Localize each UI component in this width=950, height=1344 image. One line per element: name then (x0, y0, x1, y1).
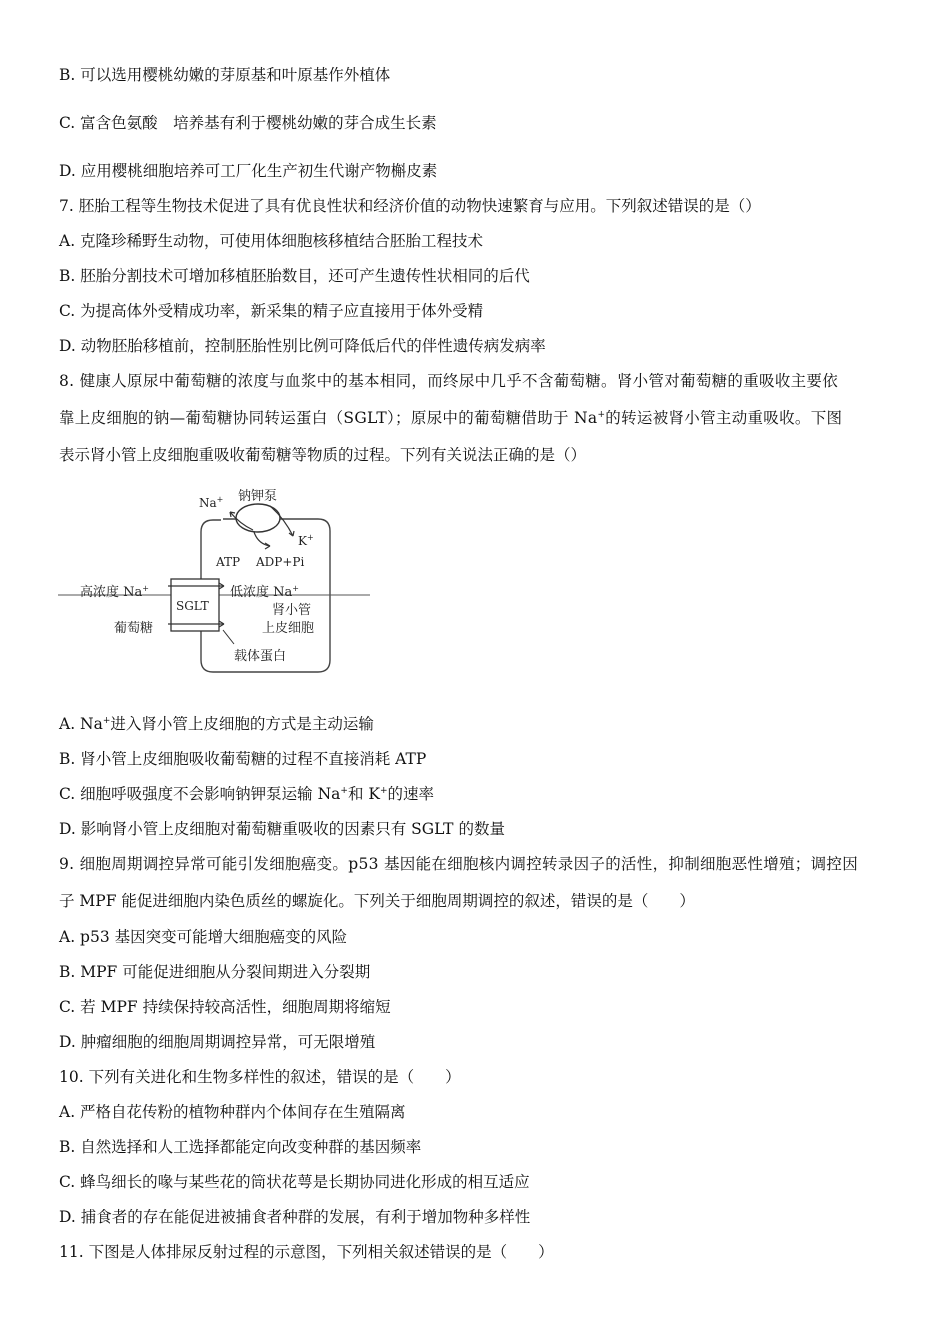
option-8a (59, 714, 374, 734)
carrier-label: 载体蛋白 (234, 649, 287, 664)
sglt-label: SGLT (176, 599, 209, 613)
option-9c: C. 若 MPF 持续保持较高活性，细胞周期将缩短 (59, 998, 391, 1016)
superscript: + (379, 786, 388, 796)
text-line: C. 富含色氨酸 培养基有利于樱桃幼嫩的芽合成生长素 (59, 114, 437, 132)
question-8-line2 (59, 408, 842, 428)
option-8c (59, 784, 434, 804)
glucose-label: 葡萄糖 (114, 621, 154, 636)
text-line: B. 可以选用樱桃幼嫩的芽原基和叶原基作外植体 (59, 66, 391, 84)
text-line: D. 应用樱桃细胞培养可工厂化生产初生代谢产物槲皮素 (59, 162, 438, 180)
text-span: A. Na (59, 715, 103, 733)
sglt-transport-diagram (58, 484, 370, 676)
superscript: + (597, 410, 606, 420)
text-span: 的速率 (387, 785, 435, 803)
option-8b: B. 肾小管上皮细胞吸收葡萄糖的过程不直接消耗 ATP (59, 750, 427, 768)
text-span: 进入肾小管上皮细胞的方式是主动运输 (110, 715, 374, 733)
option-7d: D. 动物胚胎移植前，控制胚胎性别比例可降低后代的伴性遗传病发病率 (59, 337, 546, 355)
option-8d: D. 影响肾小管上皮细胞对葡萄糖重吸收的因素只有 SGLT 的数量 (59, 820, 505, 838)
text-span: 和 K (347, 785, 380, 803)
text-span: 靠上皮细胞的钠—葡萄糖协同转运蛋白（SGLT）；原尿中的葡萄糖借助于 Na (59, 409, 598, 427)
question-7: 7. 胚胎工程等生物技术促进了具有优良性状和经济价值的动物快速繁育与应用。下列叙述错误的是（） (59, 197, 761, 215)
na-out-label: Na+ (199, 495, 224, 510)
question-8-line3: 表示肾小管上皮细胞重吸收葡萄糖等物质的过程。下列有关说法正确的是（） (59, 446, 587, 464)
option-9b: B. MPF 可能促进细胞从分裂间期进入分裂期 (59, 963, 371, 981)
question-9-line1: 9. 细胞周期调控异常可能引发细胞癌变。p53 基因能在细胞核内调控转录因子的活性，抑制细胞恶性增殖；调控因 (59, 855, 858, 873)
superscript: + (102, 716, 111, 726)
low-na-label: 低浓度 Na+ (230, 584, 299, 600)
pump-icon (236, 504, 280, 532)
question-8-line1: 8. 健康人原尿中葡萄糖的浓度与血浆中的基本相同，而终尿中几乎不含葡萄糖。肾小管对葡萄糖的重吸收主要依 (59, 372, 839, 390)
cell-label-2: 上皮细胞 (262, 621, 315, 636)
option-10a: A. 严格自花传粉的植物种群内个体间存在生殖隔离 (59, 1103, 406, 1121)
atp-label: ATP (216, 555, 241, 569)
question-10: 10. 下列有关进化和生物多样性的叙述，错误的是（ ） (59, 1068, 461, 1086)
cell-label-1: 肾小管 (272, 603, 312, 618)
option-9a: A. p53 基因突变可能增大细胞癌变的风险 (59, 928, 348, 946)
adp-label: ADP+Pi (256, 555, 305, 569)
option-7c: C. 为提高体外受精成功率，新采集的精子应直接用于体外受精 (59, 302, 484, 320)
option-10c: C. 蜂鸟细长的喙与某些花的筒状花萼是长期协同进化形成的相互适应 (59, 1173, 530, 1191)
option-7b: B. 胚胎分割技术可增加移植胚胎数目，还可产生遗传性状相同的后代 (59, 267, 530, 285)
option-7a: A. 克隆珍稀野生动物，可使用体细胞核移植结合胚胎工程技术 (59, 232, 484, 250)
pump-label: 钠钾泵 (238, 489, 278, 504)
superscript: + (340, 786, 348, 796)
option-10d: D. 捕食者的存在能促进被捕食者种群的发展，有利于增加物种多样性 (59, 1208, 531, 1226)
option-9d: D. 肿瘤细胞的细胞周期调控异常，可无限增殖 (59, 1033, 376, 1051)
k-in-label: K+ (298, 533, 314, 548)
option-10b: B. 自然选择和人工选择都能定向改变种群的基因频率 (59, 1138, 422, 1156)
text-span: 的转运被肾小管主动重吸收。下图 (605, 409, 843, 427)
question-11: 11. 下图是人体排尿反射过程的示意图，下列相关叙述错误的是（ ） (59, 1243, 554, 1261)
question-9-line2: 子 MPF 能促进细胞内染色质丝的螺旋化。下列关于细胞周期调控的叙述，错误的是（ ） (59, 892, 695, 910)
text-span: C. 细胞呼吸强度不会影响钠钾泵运输 Na (59, 785, 341, 803)
high-na-label: 高浓度 Na+ (80, 584, 149, 600)
